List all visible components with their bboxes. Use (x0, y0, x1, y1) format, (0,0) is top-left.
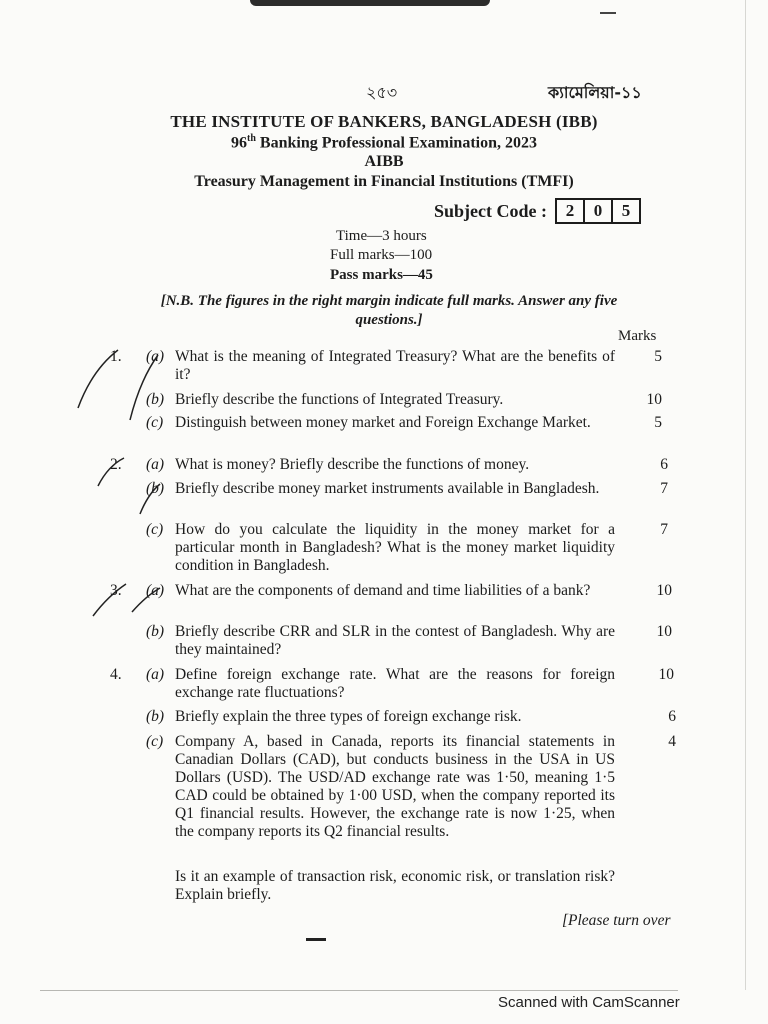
page-dash-mark (306, 938, 326, 941)
full-marks: Full marks—100 (330, 247, 433, 263)
question-part-label: (c) (146, 521, 164, 538)
question-part-label: (a) (146, 582, 165, 599)
question-part-label: (b) (146, 708, 165, 725)
question-text: What is the meaning of Integrated Treasury? What are the benefits of it? (175, 348, 615, 383)
question-marks: 10 (658, 666, 674, 683)
question-marks: 10 (646, 391, 662, 408)
scan-mark-top (250, 0, 490, 6)
question-part-label: (a) (146, 666, 165, 683)
question-text: Define foreign exchange rate. What are the reasons for foreign exchange rate fluctuations? (175, 666, 615, 701)
question-part-label: (b) (146, 480, 165, 497)
question-number: 1. (110, 348, 122, 365)
question-text: Company A, based in Canada, reports its financial statements in Canadian Dollars (CAD), but conducts business in the USA in US Dollars (USD). The USD/AD exchange rate was 1·50, meaning 1·5 CAD could be obtained by 1·00 USD, when the company reported its Q1 financial results. However, the exchange rate is now 1·25, when the company reports its Q2 financial results. (175, 733, 615, 840)
question-text: What is money? Briefly describe the functions of money. (175, 456, 530, 473)
question-part-label: (c) (146, 733, 164, 750)
institute-title: THE INSTITUTE OF BANKERS, BANGLADESH (IBB) (170, 112, 598, 131)
code-digit: 0 (583, 200, 611, 222)
code-digit: 5 (611, 200, 639, 222)
question-number: 2. (110, 456, 122, 473)
pass-marks: Pass marks—45 (330, 267, 433, 283)
subject-title: Treasury Management in Financial Institutions (TMFI) (194, 173, 574, 190)
question-part-label: (c) (146, 414, 164, 431)
question-number: 3. (110, 582, 122, 599)
question-number: 4. (110, 666, 122, 683)
question-marks: 5 (654, 414, 662, 431)
question-marks: 10 (656, 582, 672, 599)
scan-mark-small (600, 12, 616, 14)
question-part-label: (b) (146, 623, 165, 640)
exam-time: Time—3 hours (336, 228, 427, 244)
question-text: Briefly describe the functions of Integrated Treasury. (175, 391, 504, 408)
question-text: What are the components of demand and time liabilities of a bank? (175, 582, 591, 599)
question-part-label: (a) (146, 456, 165, 473)
subject-code (434, 198, 641, 224)
subject-code-box (555, 198, 641, 224)
please-turn-over: [Please turn over (562, 912, 671, 929)
marks-column-header: Marks (618, 328, 657, 344)
question-text: Briefly describe CRR and SLR in the contest of Bangladesh. Why are they maintained? (175, 623, 615, 658)
question-text: Briefly explain the three types of foreign exchange risk. (175, 708, 522, 725)
question-text: Distinguish between money market and Foreign Exchange Market. (175, 414, 591, 431)
question-text: How do you calculate the liquidity in the money market for a particular month in Bangladesh? What is the money market liquidity condition in Bangladesh. (175, 521, 615, 574)
question-text: Is it an example of transaction risk, economic risk, or translation risk? Explain briefly. (175, 868, 615, 903)
question-marks: 4 (668, 733, 676, 750)
question-marks: 6 (660, 456, 668, 473)
scanner-watermark: Scanned with CamScanner (498, 994, 680, 1011)
page-bottom-edge (40, 990, 678, 991)
code-digit: 2 (565, 201, 575, 220)
question-part-label: (a) (146, 348, 165, 365)
question-marks: 7 (660, 480, 668, 497)
bengali-code-right: ক্যামেলিয়া-১১ (548, 83, 642, 102)
question-part-label: (b) (146, 391, 165, 408)
question-text: Briefly describe money market instruments available in Bangladesh. (175, 480, 600, 497)
exam-level: AIBB (364, 153, 404, 170)
question-marks: 5 (654, 348, 662, 365)
question-marks: 7 (660, 521, 668, 538)
bengali-code-left: ২৫৩ (366, 83, 398, 102)
question-marks: 6 (668, 708, 676, 725)
subject-code-label: Subject Code : (434, 200, 547, 221)
question-marks: 10 (656, 623, 672, 640)
instructions-note: [N.B. The figures in the right margin indicate full marks. Answer any five questions.] (160, 293, 618, 328)
exam-title: 96th Banking Professional Examination, 2023 (231, 133, 537, 152)
